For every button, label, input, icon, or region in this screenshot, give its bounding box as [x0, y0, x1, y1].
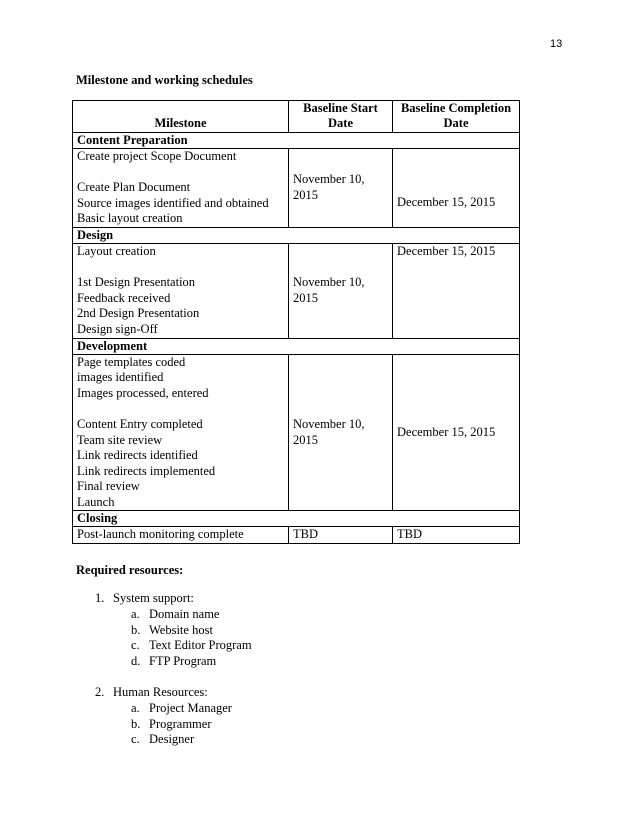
milestone-item: Link redirects implemented	[77, 463, 216, 478]
subitem-text: Designer	[149, 732, 195, 747]
completion-date-text: December 15, 2015	[397, 195, 496, 210]
baseline-start-date	[289, 527, 393, 544]
resource-subitem	[131, 701, 252, 717]
resource-subitem	[131, 654, 252, 670]
table-row	[73, 149, 520, 228]
milestone-item: Link redirects identified	[77, 448, 198, 463]
header-milestone: Milestone	[73, 101, 289, 133]
list-spacer	[95, 670, 252, 685]
start-date-line: November 10,	[293, 416, 365, 431]
milestone-item: Images processed, entered	[77, 385, 209, 400]
header-start-line1: Baseline Start	[303, 101, 378, 115]
milestone-item: 2nd Design Presentation	[77, 306, 200, 321]
baseline-completion-date	[393, 149, 520, 228]
resources-list	[95, 591, 252, 748]
resource-subitem	[131, 607, 252, 623]
baseline-start-date	[289, 149, 393, 228]
section-row	[73, 133, 520, 149]
resource-label: Human Resources:	[113, 684, 208, 699]
table-header-row	[73, 101, 520, 133]
page-number: 13	[550, 38, 563, 50]
subitem-letter: b.	[131, 716, 141, 731]
subitem-letter: c.	[131, 732, 140, 747]
section-title: Content Preparation	[73, 133, 520, 149]
start-date-line: 2015	[293, 432, 318, 447]
milestone-item	[77, 260, 284, 276]
resource-subitem	[131, 732, 252, 748]
resources-heading: Required resources:	[76, 563, 184, 577]
baseline-start-date	[289, 354, 393, 511]
milestone-item: 1st Design Presentation	[77, 275, 196, 290]
completion-date-text: December 15, 2015	[397, 424, 496, 439]
milestone-items	[73, 354, 289, 511]
header-start-date	[289, 101, 393, 133]
milestone-item: images identified	[77, 370, 164, 385]
subitem-letter: a.	[131, 606, 140, 621]
resource-item	[95, 685, 252, 701]
baseline-completion-date	[393, 527, 520, 544]
baseline-start-date	[289, 243, 393, 338]
milestone-item: Source images identified and obtained	[77, 195, 269, 210]
table-row	[73, 527, 520, 544]
milestone-item	[77, 165, 284, 181]
schedule-heading: Milestone and working schedules	[76, 73, 253, 87]
baseline-completion-date	[393, 354, 520, 511]
milestone-items	[73, 149, 289, 228]
milestone-items	[73, 243, 289, 338]
subitem-text: Project Manager	[149, 700, 232, 715]
resource-number: 1.	[95, 591, 105, 605]
completion-date-text: December 15, 2015	[397, 243, 496, 258]
table-row	[73, 243, 520, 338]
milestone-item: Basic layout creation	[77, 211, 183, 226]
subitem-text: Domain name	[149, 606, 220, 621]
milestone-item: Final review	[77, 479, 140, 494]
milestone-items	[73, 527, 289, 544]
subitem-text: Programmer	[149, 716, 212, 731]
resource-item	[95, 591, 252, 607]
resource-subitem	[131, 623, 252, 639]
milestone-item: Layout creation	[77, 243, 156, 258]
subitem-text: Website host	[149, 622, 213, 637]
resource-subitem	[131, 638, 252, 654]
milestone-item: Post-launch monitoring complete	[77, 527, 244, 542]
section-row	[73, 511, 520, 527]
start-date-line: November 10,	[293, 172, 365, 187]
subitem-letter: b.	[131, 622, 141, 637]
baseline-completion-date	[393, 243, 520, 338]
resource-label: System support:	[113, 591, 194, 605]
subitem-text: FTP Program	[149, 654, 217, 669]
section-row	[73, 227, 520, 243]
milestone-item: Team site review	[77, 432, 163, 447]
resource-subitem	[131, 717, 252, 733]
resource-number: 2.	[95, 684, 105, 699]
completion-date-text: TBD	[397, 527, 422, 542]
header-start-line2: Date	[328, 116, 353, 130]
start-date-line: TBD	[293, 527, 318, 542]
section-title: Design	[73, 227, 520, 243]
milestone-table	[72, 100, 520, 544]
milestone-item	[77, 401, 284, 417]
milestone-item: Page templates coded	[77, 354, 186, 369]
milestone-item: Content Entry completed	[77, 416, 203, 431]
section-row	[73, 338, 520, 354]
start-date-line: November 10,	[293, 275, 365, 290]
table-row	[73, 354, 520, 511]
subitem-letter: c.	[131, 638, 140, 653]
header-completion-line2: Date	[443, 116, 469, 130]
header-completion-date	[393, 101, 520, 133]
milestone-item: Design sign-Off	[77, 321, 158, 336]
subitem-letter: a.	[131, 700, 140, 715]
section-title: Closing	[73, 511, 520, 527]
start-date-line: 2015	[293, 290, 318, 305]
subitem-letter: d.	[131, 654, 141, 669]
milestone-item: Feedback received	[77, 290, 171, 305]
subitem-text: Text Editor Program	[149, 638, 252, 653]
section-title: Development	[73, 338, 520, 354]
header-completion-line1: Baseline Completion	[400, 101, 512, 115]
milestone-item: Create project Scope Document	[77, 149, 237, 163]
start-date-line: 2015	[293, 187, 318, 202]
milestone-item: Launch	[77, 494, 115, 509]
milestone-item: Create Plan Document	[77, 180, 191, 195]
